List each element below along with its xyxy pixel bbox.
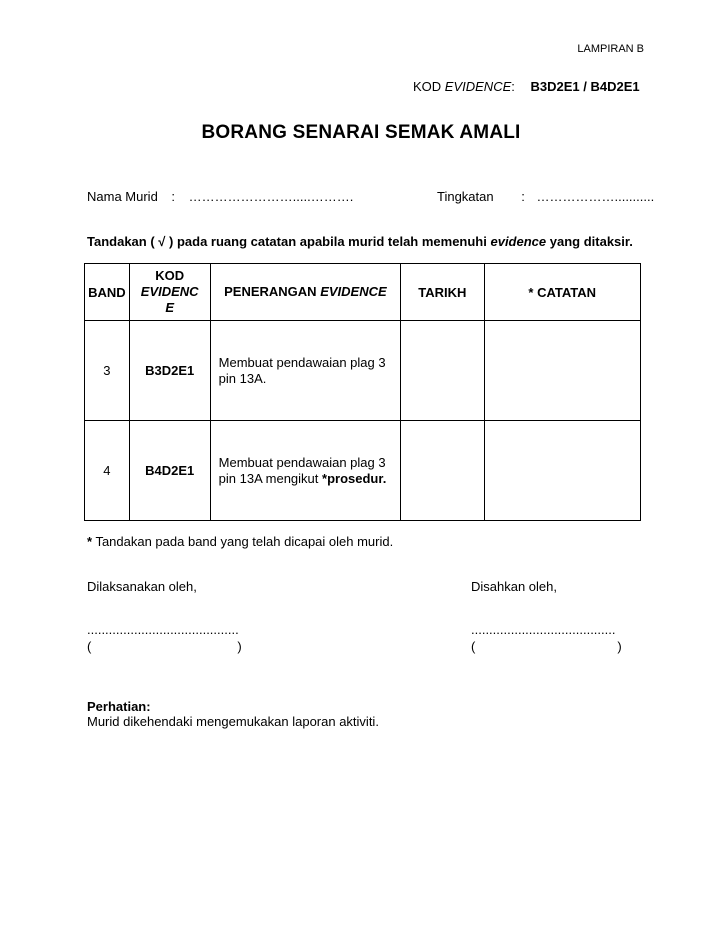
evidence-code-line — [413, 79, 640, 94]
notice-text: Murid dikehendaki mengemukakan laporan aktiviti. — [87, 714, 379, 729]
checklist-table — [84, 263, 641, 521]
row-description-line1: Membuat pendawaian plag 3 — [218, 454, 386, 470]
header-notes: * CATATAN — [484, 264, 641, 321]
verified-by-name-field — [471, 639, 622, 654]
executed-by-paren-open: ( — [87, 639, 92, 654]
student-name-field — [87, 189, 353, 204]
header-band: BAND — [85, 264, 130, 321]
verified-by-paren-open: ( — [471, 639, 476, 654]
band-note-text: Tandakan pada band yang telah dicapai oleh murid. — [92, 534, 394, 549]
header-evidence-code-line2: EVIDENC — [140, 284, 199, 299]
form-level-label: Tingkatan — [437, 189, 494, 204]
page-title-text: BORANG SENARAI SEMAK AMALI — [201, 122, 521, 143]
row-description-line2 — [219, 371, 400, 387]
header-date: TARIKH — [401, 264, 484, 321]
evidence-code-label-suffix: : — [511, 79, 515, 94]
header-evidence-code — [129, 264, 210, 321]
row-description-bold: *prosedur. — [322, 470, 387, 486]
executed-by-label: Dilaksanakan oleh, — [87, 579, 197, 594]
evidence-code-label-prefix: KOD — [413, 79, 445, 94]
row-band: 3 — [85, 321, 130, 421]
row-description-line1: Membuat pendawaian plag 3 — [218, 354, 386, 370]
row-description-text: pin 13A mengikut — [218, 470, 323, 486]
row-notes-cell[interactable] — [484, 421, 641, 521]
instruction-italic: evidence — [490, 234, 547, 249]
evidence-code-label-italic: EVIDENCE — [444, 79, 512, 94]
verified-by-label: Disahkan oleh, — [471, 579, 557, 594]
row-evidence-code: B4D2E1 — [129, 421, 210, 521]
header-evidence-code-line3: E — [165, 300, 175, 315]
executed-by-name-field — [87, 639, 242, 654]
row-description-text: pin 13A. — [218, 370, 267, 386]
instruction-text — [87, 234, 633, 249]
student-name-blank: …………………….....………. — [188, 189, 354, 204]
row-date-cell[interactable] — [401, 321, 484, 421]
verified-by-signature-line: ........................................ — [471, 622, 616, 637]
evidence-code-value: B3D2E1 / B4D2E1 — [530, 79, 640, 94]
header-description-prefix: PENERANGAN — [224, 284, 321, 299]
row-date-cell[interactable] — [401, 421, 484, 521]
header-evidence-code-line1: KOD — [155, 268, 185, 283]
row-description — [210, 321, 400, 421]
row-notes-cell[interactable] — [484, 321, 641, 421]
form-level-blank: ………………........... — [536, 189, 655, 204]
table-row — [85, 421, 641, 521]
row-description — [210, 421, 400, 521]
student-name-separator: : — [171, 189, 176, 204]
table-header-row — [85, 264, 641, 321]
appendix-label: LAMPIRAN B — [577, 43, 644, 55]
instruction-part2: yang ditaksir. — [546, 234, 633, 249]
page-title — [0, 122, 728, 144]
row-description-line2 — [219, 471, 400, 487]
form-level-separator: : — [521, 189, 525, 204]
header-description — [210, 264, 400, 321]
executed-by-paren-close: ) — [237, 639, 242, 654]
form-level-field — [437, 189, 654, 204]
instruction-part1: Tandakan ( √ ) pada ruang catatan apabila murid telah memenuhi — [87, 234, 491, 249]
notice-title: Perhatian: — [87, 699, 151, 714]
student-name-label: Nama Murid — [87, 189, 158, 204]
executed-by-signature-line: .......................................... — [87, 622, 239, 637]
band-note — [87, 534, 393, 549]
verified-by-paren-close: ) — [617, 639, 622, 654]
row-band: 4 — [85, 421, 130, 521]
row-evidence-code: B3D2E1 — [129, 321, 210, 421]
header-description-italic: EVIDENCE — [320, 284, 387, 299]
table-row — [85, 321, 641, 421]
band-note-star: * — [87, 534, 93, 549]
